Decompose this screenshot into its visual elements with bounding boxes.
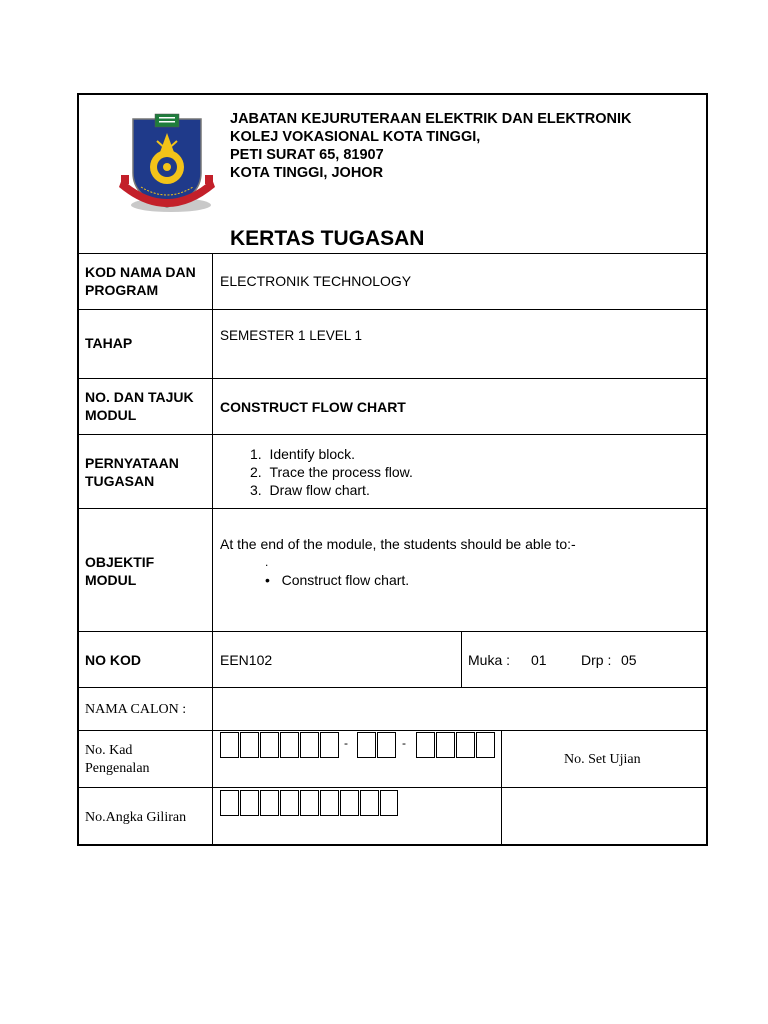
- bullet-icon: •: [265, 572, 282, 588]
- header-line-4: KOTA TINGGI, JOHOR: [230, 165, 384, 181]
- list-item: 3. Draw flow chart.: [250, 482, 370, 498]
- tahap-label: TAHAP: [85, 335, 133, 351]
- header-line-3: PETI SURAT 65, 81907: [230, 147, 384, 163]
- digit-box[interactable]: [416, 732, 435, 758]
- assignment-form: [77, 93, 708, 846]
- digit-box[interactable]: [280, 790, 299, 816]
- muka-label: Muka :: [468, 652, 511, 668]
- objektif-dot: .: [265, 555, 269, 569]
- list-item: • Construct flow chart.: [265, 572, 410, 588]
- kad-label-line2: Pengenalan: [85, 761, 150, 776]
- header-line-2: KOLEJ VOKASIONAL KOTA TINGGI,: [230, 129, 481, 145]
- digit-box[interactable]: [456, 732, 475, 758]
- digit-box[interactable]: [220, 790, 239, 816]
- digit-box[interactable]: [476, 732, 495, 758]
- digit-box[interactable]: [340, 790, 359, 816]
- digit-box[interactable]: [240, 732, 259, 758]
- nama-calon-field[interactable]: [213, 688, 706, 730]
- objektif-label-line1: OBJEKTIF: [85, 554, 155, 570]
- set-ujian-field[interactable]: [502, 788, 706, 844]
- objektif-label-line2: MODUL: [85, 572, 137, 588]
- pernyataan-label-line2: TUGASAN: [85, 473, 155, 489]
- digit-box[interactable]: [436, 732, 455, 758]
- digit-box[interactable]: [380, 790, 398, 816]
- drp-value: 05: [621, 652, 637, 668]
- digit-box[interactable]: [320, 790, 339, 816]
- modul-label-line2: MODUL: [85, 407, 137, 423]
- no-kod-label: NO KOD: [85, 652, 141, 668]
- digit-box[interactable]: [320, 732, 339, 758]
- ic-number-boxes[interactable]: [220, 732, 497, 759]
- kod-nama-label-line1: KOD NAMA DAN: [85, 264, 196, 280]
- kad-label-line1: No. Kad: [85, 743, 133, 758]
- digit-box[interactable]: [300, 732, 319, 758]
- digit-box[interactable]: [220, 732, 239, 758]
- nama-calon-label: NAMA CALON :: [85, 702, 187, 717]
- ic-separator: -: [402, 736, 406, 750]
- digit-box[interactable]: [280, 732, 299, 758]
- set-ujian-label: No. Set Ujian: [564, 752, 641, 767]
- list-item: 1. Identify block.: [250, 446, 356, 462]
- header-line-1: JABATAN KEJURUTERAAN ELEKTRIK DAN ELEKTRONIK: [230, 111, 632, 127]
- digit-box[interactable]: [260, 790, 279, 816]
- modul-label-line1: NO. DAN TAJUK: [85, 389, 194, 405]
- drp-label: Drp :: [581, 652, 612, 668]
- digit-box[interactable]: [377, 732, 396, 758]
- page-title: KERTAS TUGASAN: [230, 227, 425, 250]
- program-value: ELECTRONIK TECHNOLOGY: [220, 273, 412, 289]
- digit-box[interactable]: [357, 732, 376, 758]
- angka-giliran-boxes[interactable]: [220, 790, 400, 817]
- digit-box[interactable]: [260, 732, 279, 758]
- pernyataan-label-line1: PERNYATAAN: [85, 455, 179, 471]
- digit-box[interactable]: [240, 790, 259, 816]
- list-item: 2. Trace the process flow.: [250, 464, 413, 480]
- digit-box[interactable]: [300, 790, 319, 816]
- objektif-intro: At the end of the module, the students should be able to:-: [220, 536, 576, 552]
- digit-box[interactable]: [360, 790, 379, 816]
- ic-separator: -: [344, 736, 348, 750]
- modul-title-value: CONSTRUCT FLOW CHART: [220, 399, 406, 415]
- tahap-value: SEMESTER 1 LEVEL 1: [220, 328, 363, 343]
- angka-giliran-label: No.Angka Giliran: [85, 810, 187, 825]
- muka-value: 01: [531, 652, 547, 668]
- kod-nama-label-line2: PROGRAM: [85, 282, 159, 298]
- college-crest-logo: [119, 111, 217, 215]
- no-kod-value: EEN102: [220, 652, 273, 668]
